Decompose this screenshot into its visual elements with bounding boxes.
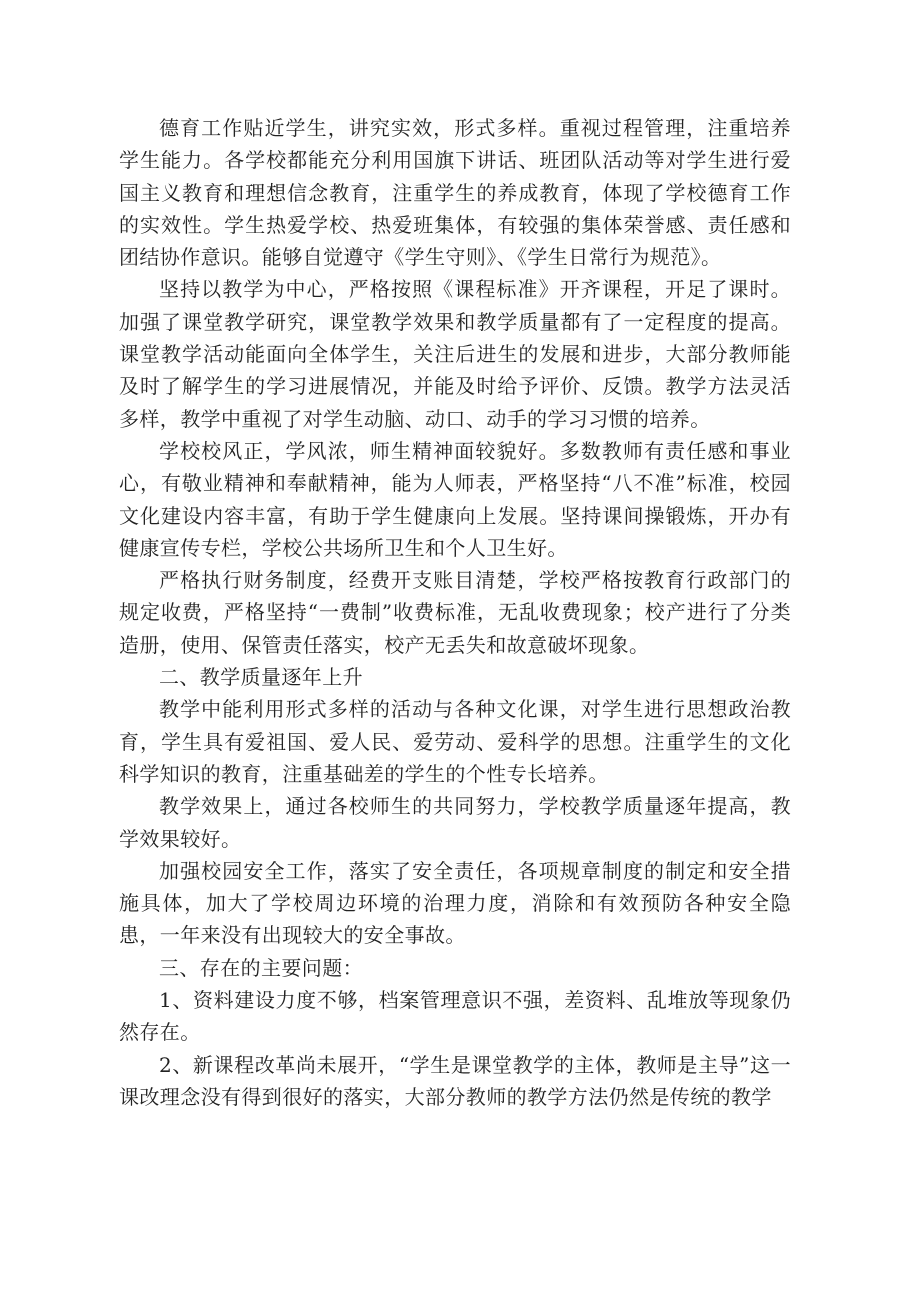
paragraph-safety: 加强校园安全工作，落实了安全责任，各项规章制度的制定和安全措施具体，加大了学校周边环境的治理力度，消除和有效预防各种安全隐患，一年来没有出现较大的安全事故。 (119, 858, 791, 948)
paragraph-school-spirit: 学校校风正，学风浓，师生精神面较貌好。多数教师有责任感和事业心，有敬业精神和奉献精神，能为人师表，严格坚持“八不准”标准，校园文化建设内容丰富，有助于学生健康向上发展。坚持课间操锻炼，开办有健康宣传专栏，学校公共场所卫生和个人卫生好。 (119, 438, 791, 560)
paragraph-teaching-center: 坚持以教学为中心，严格按照《课程标准》开齐课程，开足了课时。加强了课堂教学研究，课堂教学效果和教学质量都有了一定程度的提高。课堂教学活动能面向全体学生，关注后进生的发展和进步，大部分教师能及时了解学生的学习进展情况，并能及时给予评价、反馈。教学方法灵活多样，教学中重视了对学生动脑、动口、动手的学习习惯的培养。 (119, 277, 791, 431)
paragraph-finance: 严格执行财务制度，经费开支账目清楚，学校严格按教育行政部门的规定收费，严格坚持“一费制”收费标准，无乱收费现象；校产进行了分类造册，使用、保管责任落实，校产无丢失和故意破坏现象。 (119, 568, 791, 657)
paragraph-activities: 教学中能利用形式多样的活动与各种文化课，对学生进行思想政治教育，学生具有爱祖国、爱人民、爱劳动、爱科学的思想。注重学生的文化科学知识的教育，注重基础差的学生的个性专长培养。 (119, 697, 791, 786)
paragraph-problem-2: 2、新课程改革尚未展开，“学生是课堂教学的主体，教师是主导”这一课改理念没有得到很好的落实，大部分教师的教学方法仍然是传统的教学 (119, 1052, 791, 1109)
section-heading-problems: 三、存在的主要问题： (159, 955, 363, 980)
paragraph-moral-education: 德育工作贴近学生，讲究实效，形式多样。重视过程管理，注重培养学生能力。各学校都能充分利用国旗下讲话、班团队活动等对学生进行爱国主义教育和理想信念教育，注重学生的养成教育，体现了学校德育工作的实效性。学生热爱学校、热爱班集体，有较强的集体荣誉感、责任感和团结协作意识。能够自觉遵守《学生守则》、《学生日常行为规范》。 (119, 116, 791, 270)
document-body (119, 112, 791, 1113)
section-heading-quality: 二、教学质量逐年上升 (159, 665, 363, 690)
paragraph-problem-1: 1、资料建设力度不够，档案管理意识不强，差资料、乱堆放等现象仍然存在。 (119, 988, 791, 1045)
paragraph-teaching-effect: 教学效果上，通过各校师生的共同努力，学校教学质量逐年提高，教学效果较好。 (119, 794, 791, 851)
